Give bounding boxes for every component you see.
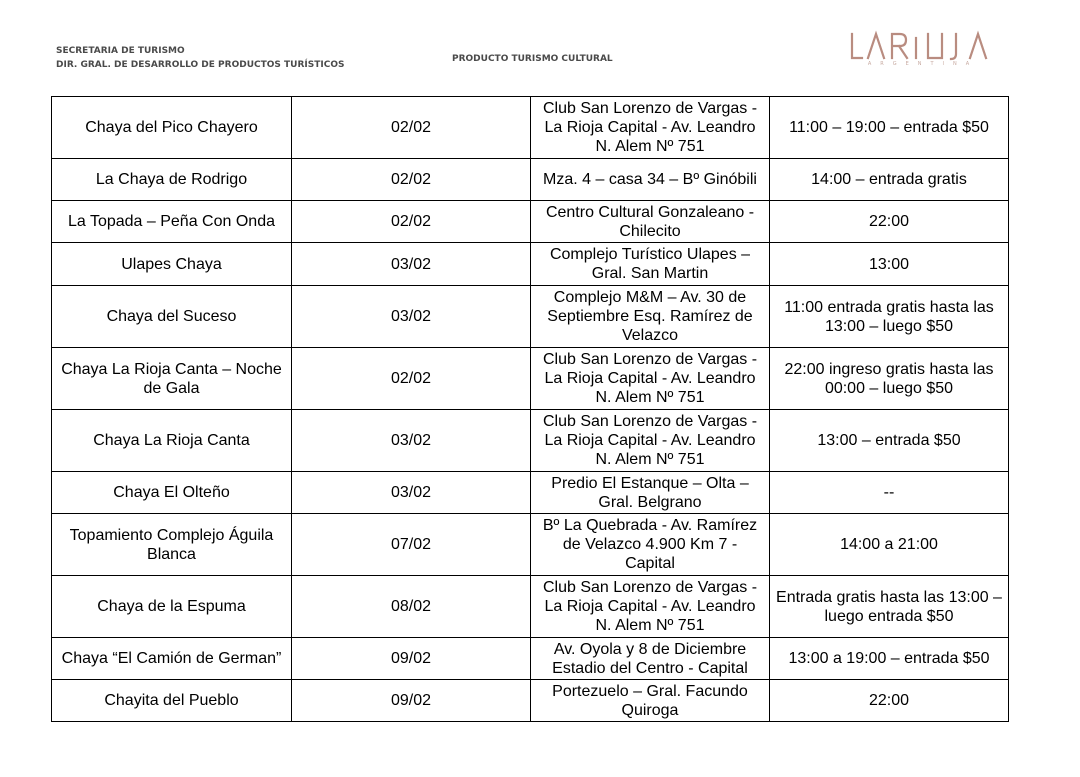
event-place: Club San Lorenzo de Vargas - La Rioja Capital - Av. Leandro N. Alem Nº 751 (531, 97, 770, 159)
event-name: Chayita del Pueblo (52, 680, 292, 722)
header-organization (56, 44, 344, 72)
event-place: Av. Oyola y 8 de Diciembre Estadio del Centro - Capital (531, 638, 770, 680)
event-time: 22:00 (770, 680, 1009, 722)
event-place: Mza. 4 – casa 34 – Bº Ginóbili (531, 159, 770, 201)
table-row (52, 576, 1009, 638)
event-place: Club San Lorenzo de Vargas - La Rioja Capital - Av. Leandro N. Alem Nº 751 (531, 410, 770, 472)
event-place: Bº La Quebrada - Av. Ramírez de Velazco 4.900 Km 7 - Capital (531, 514, 770, 576)
table-row (52, 97, 1009, 159)
table-row (52, 680, 1009, 722)
event-name: Chaya El Olteño (52, 472, 292, 514)
event-time: 22:00 ingreso gratis hasta las 00:00 – luego $50 (770, 348, 1009, 410)
event-time: 13:00 – entrada $50 (770, 410, 1009, 472)
event-time: 13:00 a 19:00 – entrada $50 (770, 638, 1009, 680)
event-place: Centro Cultural Gonzaleano - Chilecito (531, 201, 770, 243)
table-row (52, 472, 1009, 514)
event-place: Complejo Turístico Ulapes – Gral. San Martin (531, 243, 770, 286)
table-row (52, 243, 1009, 286)
event-time: 22:00 (770, 201, 1009, 243)
event-time: 14:00 – entrada gratis (770, 159, 1009, 201)
event-date: 09/02 (292, 638, 531, 680)
event-place: Predio El Estanque – Olta – Gral. Belgrano (531, 472, 770, 514)
event-name: La Topada – Peña Con Onda (52, 201, 292, 243)
event-date: 03/02 (292, 286, 531, 348)
event-place: Club San Lorenzo de Vargas - La Rioja Capital - Av. Leandro N. Alem Nº 751 (531, 576, 770, 638)
table-row (52, 159, 1009, 201)
event-name: Chaya La Rioja Canta (52, 410, 292, 472)
event-date: 08/02 (292, 576, 531, 638)
event-time: 11:00 entrada gratis hasta las 13:00 – luego $50 (770, 286, 1009, 348)
table-row (52, 410, 1009, 472)
logo-text: LA RIOJA (848, 28, 853, 29)
event-date: 02/02 (292, 159, 531, 201)
events-table (51, 96, 1009, 722)
event-time: 11:00 – 19:00 – entrada $50 (770, 97, 1009, 159)
event-date: 02/02 (292, 201, 531, 243)
logo-subtitle: ARGENTINA (867, 61, 979, 67)
event-date: 02/02 (292, 348, 531, 410)
event-name: Chaya La Rioja Canta – Noche de Gala (52, 348, 292, 410)
event-place: Club San Lorenzo de Vargas - La Rioja Capital - Av. Leandro N. Alem Nº 751 (531, 348, 770, 410)
event-name: Chaya del Suceso (52, 286, 292, 348)
event-date: 03/02 (292, 243, 531, 286)
event-time: Entrada gratis hasta las 13:00 – luego entrada $50 (770, 576, 1009, 638)
event-name: Chaya “El Camión de German” (52, 638, 292, 680)
event-time: 13:00 (770, 243, 1009, 286)
header-secretaria: SECRETARIA DE TURISMO (56, 46, 185, 56)
event-name: Ulapes Chaya (52, 243, 292, 286)
event-date: 02/02 (292, 97, 531, 159)
table-row (52, 348, 1009, 410)
table-row (52, 286, 1009, 348)
event-name: Chaya de la Espuma (52, 576, 292, 638)
event-name: Topamiento Complejo Águila Blanca (52, 514, 292, 576)
event-time: 14:00 a 21:00 (770, 514, 1009, 576)
table-row (52, 514, 1009, 576)
event-date: 07/02 (292, 514, 531, 576)
event-place: Portezuelo – Gral. Facundo Quiroga (531, 680, 770, 722)
event-name: La Chaya de Rodrigo (52, 159, 292, 201)
event-place: Complejo M&M – Av. 30 de Septiembre Esq. Ramírez de Velazco (531, 286, 770, 348)
event-name: Chaya del Pico Chayero (52, 97, 292, 159)
event-date: 03/02 (292, 410, 531, 472)
event-date: 09/02 (292, 680, 531, 722)
table-row (52, 201, 1009, 243)
event-date: 03/02 (292, 472, 531, 514)
event-time: -- (770, 472, 1009, 514)
header-product: PRODUCTO TURISMO CULTURAL (452, 54, 613, 64)
header-direccion: DIR. GRAL. DE DESARROLLO DE PRODUCTOS TURÍSTICOS (56, 60, 345, 70)
table-row (52, 638, 1009, 680)
